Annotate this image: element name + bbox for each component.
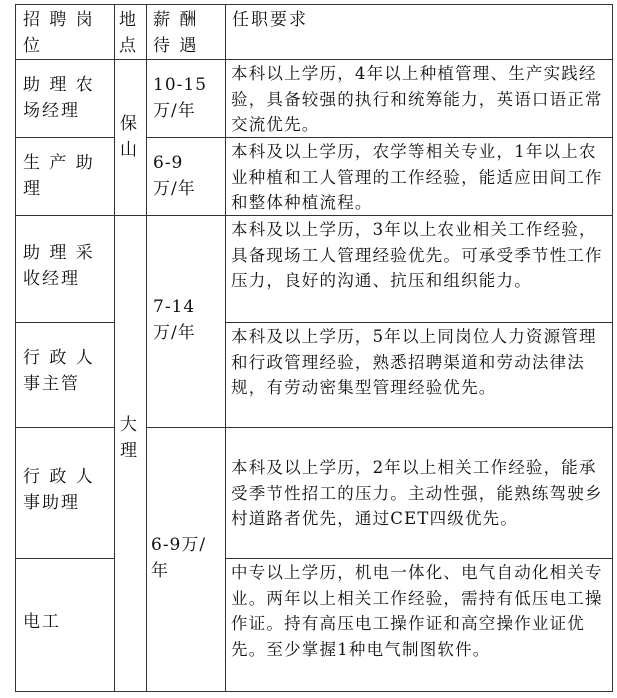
position-label: 生 产 助 理 bbox=[23, 153, 103, 199]
location-cell bbox=[114, 59, 147, 216]
table-row-position bbox=[15, 215, 115, 323]
requirement-text: 本科及以上学历，3年以上农业相关工作经验，具备现场工人管理经验优先。可承受季节性工作压力，良好的沟通、抗压和组织能力。 bbox=[231, 220, 603, 290]
requirement-cell bbox=[225, 322, 613, 428]
requirement-cell bbox=[225, 59, 613, 138]
location-label: 保 山 bbox=[120, 114, 147, 160]
salary-cell bbox=[146, 215, 226, 428]
location-label: 大 理 bbox=[120, 415, 147, 461]
header-requirements-cell bbox=[225, 4, 613, 60]
header-requirements: 任职要求 bbox=[232, 10, 308, 30]
header-location-cell bbox=[114, 4, 147, 60]
header-position: 招 聘 岗 位 bbox=[23, 10, 103, 56]
requirement-text: 本科及以上学历，2年以上相关工作经验，能承受季节性招工的压力。主动性强，能熟练驾驶乡村道路者优先，通过CET四级优先。 bbox=[231, 458, 603, 528]
table-row-position bbox=[15, 322, 115, 428]
salary-cell bbox=[146, 137, 226, 216]
salary-cell bbox=[146, 427, 226, 692]
requirement-text: 本科及以上学历，农学等相关专业，1年以上农业种植和工人管理的工作经验，能适应田间工作和整体种植流程。 bbox=[231, 142, 603, 212]
header-salary: 薪 酬 待 遇 bbox=[153, 10, 206, 56]
salary-label: 10-15 万/年 bbox=[153, 75, 208, 121]
requirement-cell bbox=[225, 558, 613, 692]
requirement-cell bbox=[225, 137, 613, 216]
requirement-text: 本科以上学历，4年以上种植管理、生产实践经验，具备较强的执行和统筹能力，英语口语正常交流优先。 bbox=[231, 64, 603, 134]
requirement-cell bbox=[225, 215, 613, 323]
table-row-position bbox=[15, 59, 115, 138]
table-row-position bbox=[15, 558, 115, 692]
position-label: 助 理 农 场经理 bbox=[23, 75, 103, 121]
salary-cell bbox=[146, 59, 226, 138]
table-row-position bbox=[15, 427, 115, 559]
salary-label: 6-9 万/年 bbox=[153, 153, 196, 199]
position-label: 行 政 人 事主管 bbox=[23, 348, 103, 394]
requirement-cell bbox=[225, 427, 613, 559]
requirement-text: 本科及以上学历，5年以上同岗位人力资源管理和行政管理经验，熟悉招聘渠道和劳动法律法规，有劳动密集型管理经验优先。 bbox=[231, 327, 597, 397]
position-label: 电工 bbox=[23, 612, 61, 632]
header-salary-cell bbox=[146, 4, 226, 60]
position-label: 行 政 人 事助理 bbox=[23, 467, 103, 513]
header-position-cell bbox=[15, 4, 115, 60]
requirement-text: 中专以上学历，机电一体化、电气自动化相关专业。两年以上相关工作经验，需持有低压电工操作证。持有高压电工操作证和高空操作业证优先。至少掌握1种电气制图软件。 bbox=[231, 563, 603, 659]
header-location: 地 点 bbox=[119, 10, 146, 56]
table-row-position bbox=[15, 137, 115, 216]
location-cell bbox=[114, 215, 147, 692]
position-label: 助 理 采 收经理 bbox=[23, 243, 103, 289]
salary-label: 6-9万/ 年 bbox=[151, 535, 207, 581]
salary-label: 7-14 万/年 bbox=[153, 297, 196, 343]
